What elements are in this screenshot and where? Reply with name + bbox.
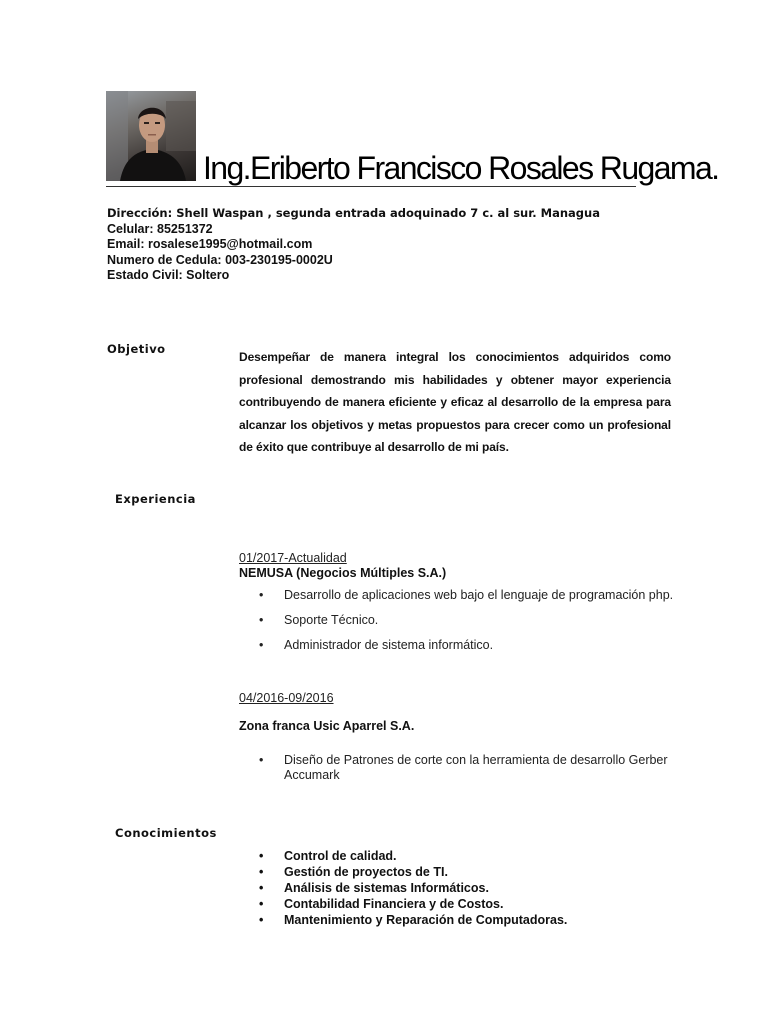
email-line: Email: rosalese1995@hotmail.com bbox=[107, 237, 313, 251]
list-item: • Administrador de sistema informático. bbox=[259, 638, 494, 652]
address-line: Dirección: Shell Waspan , segunda entrada adoquinado 7 c. al sur. Managua bbox=[107, 206, 600, 220]
job-entry bbox=[239, 691, 414, 733]
objective-paragraph: Desempeñar de manera integral los conocimientos adquiridos como profesional demostrando mis habilidades y obtener mayor experiencia contribuyendo de manera eficiente y eficaz al desarrollo de la empresa para alcanzar los objetivos y metas propuestos para crecer como un profesional de éxito que contribuye al desarrollo de mi país. bbox=[239, 350, 671, 455]
list-item: • Control de calidad. bbox=[259, 849, 397, 863]
id-number-line: Numero de Cedula: 003-230195-0002U bbox=[107, 252, 333, 267]
list-item: • Diseño de Patrones de corte con la herramienta de desarrollo Gerber Accumark bbox=[259, 753, 668, 782]
list-item: • Mantenimiento y Reparación de Computadoras. bbox=[259, 912, 568, 927]
bullet-icon: • bbox=[259, 588, 264, 602]
bullet-icon: • bbox=[259, 638, 264, 652]
job-date: 04/2016-09/2016 bbox=[239, 691, 334, 705]
list-item: • Soporte Técnico. bbox=[259, 613, 379, 627]
header-divider bbox=[106, 186, 636, 187]
phone-line: Celular: 85251372 bbox=[107, 221, 213, 236]
profile-photo bbox=[106, 91, 196, 181]
list-item: • Análisis de sistemas Informáticos. bbox=[259, 880, 489, 895]
objective-heading: Objetivo bbox=[107, 342, 166, 356]
skills-list bbox=[239, 849, 679, 929]
job-entry bbox=[239, 551, 446, 580]
skills-heading: Conocimientos bbox=[115, 826, 217, 840]
experience-heading: Experiencia bbox=[115, 492, 196, 506]
job-company: Zona franca Usic Aparrel S.A. bbox=[239, 719, 415, 733]
bullet-icon: • bbox=[259, 896, 264, 911]
bullet-icon: • bbox=[259, 880, 264, 895]
job-task-list bbox=[239, 588, 679, 663]
job-task-list bbox=[239, 753, 679, 783]
list-item: • Gestión de proyectos de TI. bbox=[259, 864, 448, 879]
bullet-icon: • bbox=[259, 753, 264, 767]
bullet-icon: • bbox=[259, 849, 264, 863]
person-portrait-icon bbox=[106, 91, 196, 181]
contact-info bbox=[107, 206, 600, 284]
bullet-icon: • bbox=[259, 912, 264, 927]
candidate-name: Ing.Eriberto Francisco Rosales Rugama. bbox=[203, 150, 719, 186]
bullet-icon: • bbox=[259, 613, 264, 627]
bullet-icon: • bbox=[259, 864, 264, 879]
job-company: NEMUSA (Negocios Múltiples S.A.) bbox=[239, 566, 447, 580]
job-date: 01/2017-Actualidad bbox=[239, 551, 347, 565]
civil-status-line: Estado Civil: Soltero bbox=[107, 268, 230, 282]
list-item: • Contabilidad Financiera y de Costos. bbox=[259, 896, 504, 911]
list-item: • Desarrollo de aplicaciones web bajo el lenguaje de programación php. bbox=[259, 588, 674, 602]
